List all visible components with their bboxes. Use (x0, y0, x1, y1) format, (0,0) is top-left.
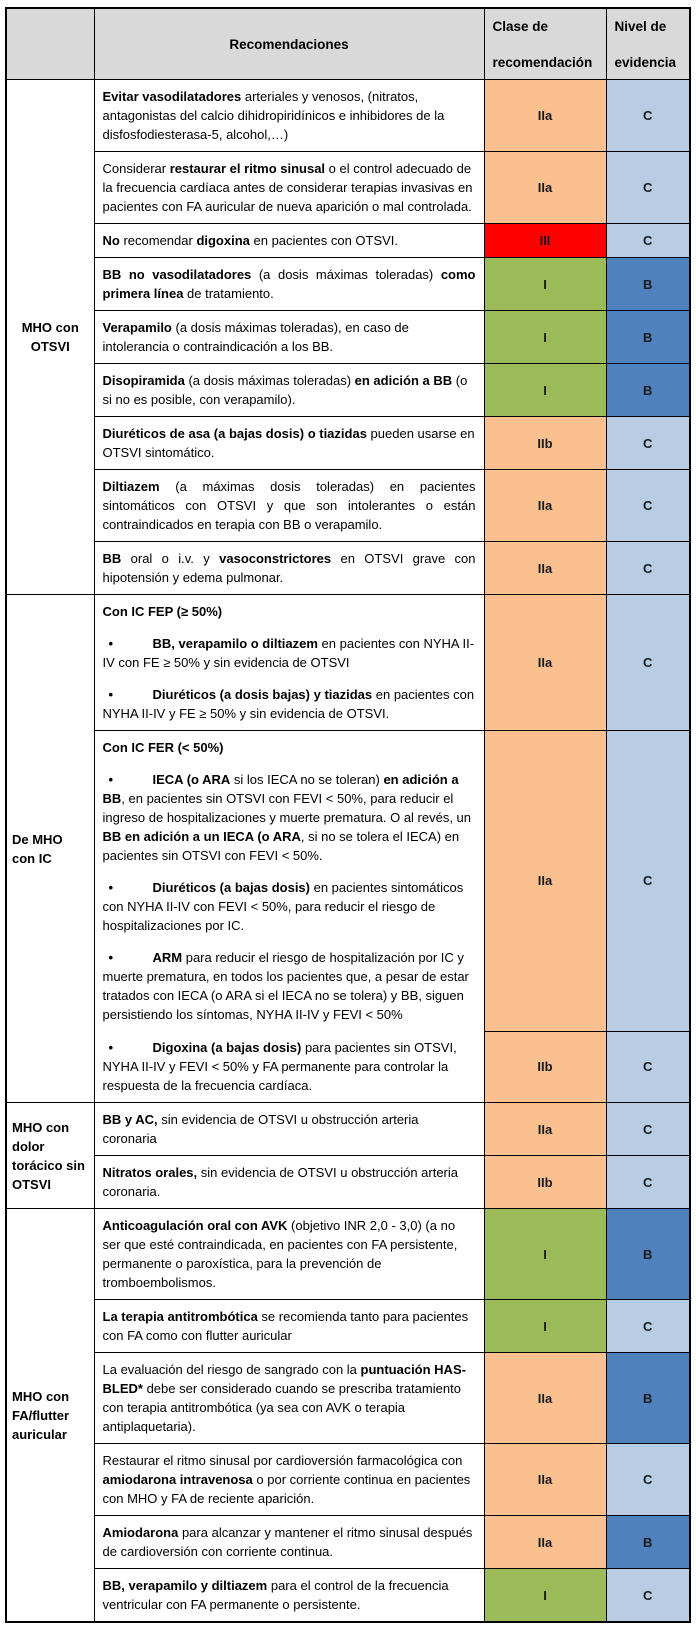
class-of-recommendation-cell: IIb (484, 1156, 606, 1209)
recommendation-cell (94, 1444, 484, 1516)
recommendation-row (6, 1516, 690, 1569)
class-of-recommendation-cell: IIa (484, 542, 606, 595)
class-of-recommendation-cell: IIa (484, 1444, 606, 1516)
recommendation-cell (94, 152, 484, 224)
recommendation-row (6, 542, 690, 595)
recommendation-paragraph: La evaluación del riesgo de sangrado con la puntuación HAS-BLED* debe ser considerado cuando se prescriba tratamiento con terapia antitrombótica (ya sea con AVK o terapia antiplaquetaria). (102, 1362, 466, 1434)
section-label: MHO con dolor torácico sin OTSVI (6, 1103, 94, 1209)
header-level-line2: evidencia (614, 54, 677, 70)
recommendation-row (6, 1031, 690, 1103)
recommendation-paragraph: Diuréticos de asa (a bajas dosis) o tiazidas pueden usarse en OTSVI sintomático. (102, 426, 475, 460)
class-of-recommendation-cell: I (484, 1209, 606, 1300)
recommendation-cell (94, 1300, 484, 1353)
level-of-evidence-cell: C (606, 1300, 690, 1353)
recommendation-row (6, 1569, 690, 1623)
level-of-evidence-cell: B (606, 311, 690, 364)
bullet-marker-icon: • (108, 1040, 114, 1055)
section-label: MHO con FA/flutter auricular (6, 1209, 94, 1623)
recommendation-cell (94, 470, 484, 542)
recommendation-row (6, 595, 690, 731)
recommendation-paragraph: Con IC FEP (≥ 50%) (102, 604, 223, 619)
header-level-line1: Nivel de (614, 18, 667, 34)
class-of-recommendation-cell: IIa (484, 1516, 606, 1569)
recommendation-cell (94, 1156, 484, 1209)
recommendation-row (6, 1353, 690, 1444)
level-of-evidence-cell: B (606, 1209, 690, 1300)
header-class-line2: recomendación (492, 54, 593, 70)
bullet-marker-icon: • (108, 772, 114, 787)
recommendation-paragraph: Diltiazem (a máximas dosis toleradas) en pacientes sintomáticos con OTSVI y que son intolerantes o están contraindicados en terapia con BB o verapamilo. (102, 479, 476, 532)
level-of-evidence-cell: C (606, 542, 690, 595)
recommendation-paragraph: • Diuréticos (a dosis bajas) y tiazidas en pacientes con NYHA II-IV y FE ≥ 50% y sin evidencia de OTSVI. (102, 687, 475, 721)
recommendation-paragraph: • BB, verapamilo o diltiazem en pacientes con NYHA II-IV con FE ≥ 50% y sin evidencia de OTSVI (102, 636, 475, 670)
header-row (6, 8, 690, 80)
recommendation-paragraph: Verapamilo (a dosis máximas toleradas), en caso de intolerancia o contraindicación a los BB. (102, 320, 409, 354)
recommendation-row (6, 1444, 690, 1516)
recommendation-cell (94, 80, 484, 152)
level-of-evidence-cell: C (606, 224, 690, 258)
class-of-recommendation-cell: I (484, 1569, 606, 1623)
class-of-recommendation-cell: III (484, 224, 606, 258)
recommendation-row (6, 311, 690, 364)
class-of-recommendation-cell: IIa (484, 1353, 606, 1444)
bullet-marker-icon: • (108, 687, 114, 702)
level-of-evidence-cell: C (606, 80, 690, 152)
recommendation-cell (94, 1209, 484, 1300)
recommendation-paragraph: Con IC FER (< 50%) (102, 740, 224, 755)
class-of-recommendation-cell: I (484, 364, 606, 417)
recommendation-cell (94, 224, 484, 258)
recommendation-row (6, 1103, 690, 1156)
header-class-line1: Clase de (492, 18, 549, 34)
class-of-recommendation-cell: IIa (484, 731, 606, 1032)
class-of-recommendation-cell: IIa (484, 470, 606, 542)
recommendation-paragraph: Anticoagulación oral con AVK (objetivo INR 2,0 - 3,0) (a no ser que esté contraindicada, en pacientes con FA persistente, permanente o paroxística, para la prevención de tromboembolismos. (102, 1218, 458, 1290)
header-recommendations-label: Recomendaciones (229, 36, 349, 52)
table-body (6, 80, 690, 1623)
recommendation-paragraph: Evitar vasodilatadores arteriales y venosos, (nitratos, antagonistas del calcio dihidropiridínicos e inhibidores de la disfosfodiesterasa-5, alcohol,…) (102, 89, 445, 142)
level-of-evidence-cell: C (606, 470, 690, 542)
recommendation-row (6, 417, 690, 470)
recommendation-row (6, 258, 690, 311)
level-of-evidence-cell: B (606, 364, 690, 417)
level-of-evidence-cell: C (606, 1569, 690, 1623)
recommendation-row (6, 1300, 690, 1353)
bullet-marker-icon: • (108, 950, 114, 965)
recommendation-cell (94, 311, 484, 364)
table-header (6, 8, 690, 80)
recommendation-paragraph: Amiodarona para alcanzar y mantener el ritmo sinusal después de cardioversión con corriente continua. (102, 1525, 473, 1559)
recommendation-paragraph: Nitratos orales, sin evidencia de OTSVI u obstrucción arteria coronaria. (102, 1165, 459, 1199)
level-of-evidence-cell: B (606, 1353, 690, 1444)
recommendation-paragraph: • ARM para reducir el riesgo de hospitalización por IC y muerte prematura, en todos los pacientes que, a pesar de estar tratados con IECA (o ARA si el IECA no se tolera) y BB, siguen persistiendo los síntomas, NYHA II-IV y FEVI < 50% (102, 950, 469, 1022)
recommendation-row (6, 731, 690, 1032)
level-of-evidence-cell: C (606, 595, 690, 731)
recommendation-cell (94, 595, 484, 731)
recommendation-paragraph: BB y AC, sin evidencia de OTSVI u obstrucción arteria coronaria (102, 1112, 419, 1146)
recommendation-paragraph: • Digoxina (a bajas dosis) para pacientes sin OTSVI, NYHA II-IV y FEVI < 50% y FA permanente para controlar la respuesta de la frecuencia cardíaca. (102, 1040, 457, 1093)
recommendation-paragraph: BB no vasodilatadores (a dosis máximas toleradas) como primera línea de tratamiento. (102, 267, 476, 301)
level-of-evidence-cell: C (606, 1444, 690, 1516)
recommendation-row (6, 364, 690, 417)
recommendation-paragraph: Considerar restaurar el ritmo sinusal o el control adecuado de la frecuencia cardíaca antes de considerar terapias invasivas en pacientes con FA auricular de nueva aparición o mal controlada. (102, 161, 473, 214)
recommendation-cell (94, 1353, 484, 1444)
recommendation-paragraph: • Diuréticos (a bajas dosis) en pacientes sintomáticos con NYHA II-IV con FEVI < 50%, para reducir el riesgo de hospitalizaciones por IC. (102, 880, 464, 933)
level-of-evidence-cell: C (606, 1103, 690, 1156)
section-label: De MHO con IC (6, 595, 94, 1103)
level-of-evidence-cell: C (606, 417, 690, 470)
recommendation-cell (94, 1031, 484, 1103)
recommendation-cell (94, 258, 484, 311)
recommendation-row (6, 1156, 690, 1209)
recommendation-paragraph: BB, verapamilo y diltiazem para el control de la frecuencia ventricular con FA permanente o persistente. (102, 1578, 449, 1612)
class-of-recommendation-cell: IIb (484, 417, 606, 470)
level-of-evidence-cell: C (606, 1031, 690, 1103)
bullet-marker-icon: • (108, 880, 114, 895)
recommendation-row (6, 152, 690, 224)
level-of-evidence-cell: B (606, 258, 690, 311)
class-of-recommendation-cell: IIa (484, 152, 606, 224)
recommendation-cell (94, 731, 484, 1032)
class-of-recommendation-cell: I (484, 311, 606, 364)
header-level-of-evidence (606, 8, 690, 80)
recommendation-paragraph: Disopiramida (a dosis máximas toleradas) en adición a BB (o si no es posible, con verapamilo). (102, 373, 468, 407)
recommendation-paragraph: BB oral o i.v. y vasoconstrictores en OTSVI grave con hipotensión y edema pulmonar. (102, 551, 476, 585)
recommendation-row (6, 224, 690, 258)
recommendation-cell (94, 1569, 484, 1623)
recommendations-table (5, 7, 691, 1623)
recommendation-paragraph: Restaurar el ritmo sinusal por cardioversión farmacológica con amiodarona intravenosa o por corriente continua en pacientes con MHO y FA de reciente aparición. (102, 1453, 471, 1506)
corner-cell (6, 8, 94, 80)
recommendation-cell (94, 417, 484, 470)
header-class-of-recommendation (484, 8, 606, 80)
header-recommendations (94, 8, 484, 80)
level-of-evidence-cell: C (606, 1156, 690, 1209)
recommendation-paragraph: No recomendar digoxina en pacientes con OTSVI. (102, 233, 399, 248)
recommendation-cell (94, 542, 484, 595)
recommendation-cell (94, 1103, 484, 1156)
level-of-evidence-cell: C (606, 731, 690, 1032)
bullet-marker-icon: • (108, 636, 114, 651)
recommendation-row (6, 80, 690, 152)
level-of-evidence-cell: C (606, 152, 690, 224)
class-of-recommendation-cell: IIa (484, 80, 606, 152)
class-of-recommendation-cell: IIa (484, 1103, 606, 1156)
recommendation-row (6, 470, 690, 542)
recommendation-row (6, 1209, 690, 1300)
recommendation-paragraph: • IECA (o ARA si los IECA no se toleran) en adición a BB, en pacientes sin OTSVI con FEVI < 50%, para reducir el ingreso de hospitalizaciones y muerte prematura. O al revés, un BB en adición a un IECA (o ARA, si no se tolera el IECA) en pacientes sin OTSVI con FEVI < 50%. (102, 772, 472, 863)
section-label: MHO con OTSVI (6, 80, 94, 595)
class-of-recommendation-cell: I (484, 258, 606, 311)
class-of-recommendation-cell: I (484, 1300, 606, 1353)
recommendation-cell (94, 1516, 484, 1569)
level-of-evidence-cell: B (606, 1516, 690, 1569)
recommendation-cell (94, 364, 484, 417)
recommendation-paragraph: La terapia antitrombótica se recomienda tanto para pacientes con FA como con flutter auricular (102, 1309, 469, 1343)
class-of-recommendation-cell: IIa (484, 595, 606, 731)
class-of-recommendation-cell: IIb (484, 1031, 606, 1103)
